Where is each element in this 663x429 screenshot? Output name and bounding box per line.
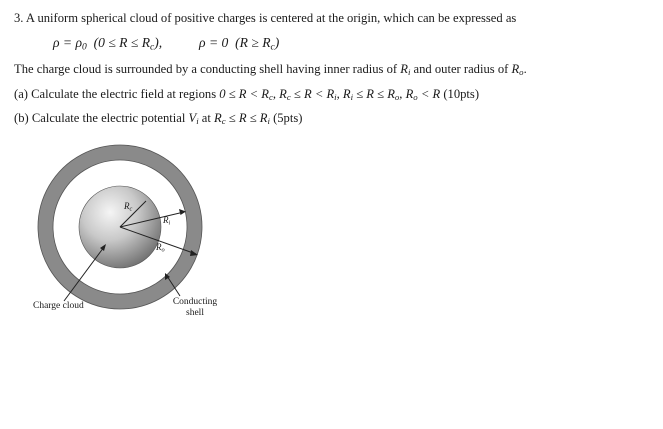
label-ro: $R_o$ [156,242,165,254]
label-ri: $R_i$ [163,215,171,227]
part-b-question: (b) Calculate the electric potential $V_i$ at $R_c \le R \le R_i$ (5pts) [14,111,303,127]
problem-statement-line: 3. A uniform spherical cloud of positive charges is centered at the origin, which can be expressed as [14,11,517,25]
charge-cloud-label: Charge cloud [33,301,84,311]
label-rc: $R_c$ [124,201,133,213]
density-equation-inside: $\rho = \rho_0$ $(0 \le R \le R_c)$, [53,35,163,53]
part-a-question: (a) Calculate the electric field at regions $0 \le R < R_c$, $R_c \le R < R_i$, $R_i \le R \le R_o$, $R_o < R$ (10pts) [14,87,480,103]
part-a-regions: $0 \le R < R_c$, $R_c \le R < R_i$, $R_i \le R \le R_o$, $R_o < R$ [219,87,441,103]
part-b-region: $R_c \le R \le R_i$ [214,111,270,127]
conducting-shell-label: Conducting shell [172,297,218,318]
density-equation-outside: ρ = 0 $(R \ge R_c)$ [199,35,280,53]
shell-description-line: The charge cloud is surrounded by a conducting shell having inner radius of $R_i$ and outer radius of $R_o$. [14,62,527,78]
